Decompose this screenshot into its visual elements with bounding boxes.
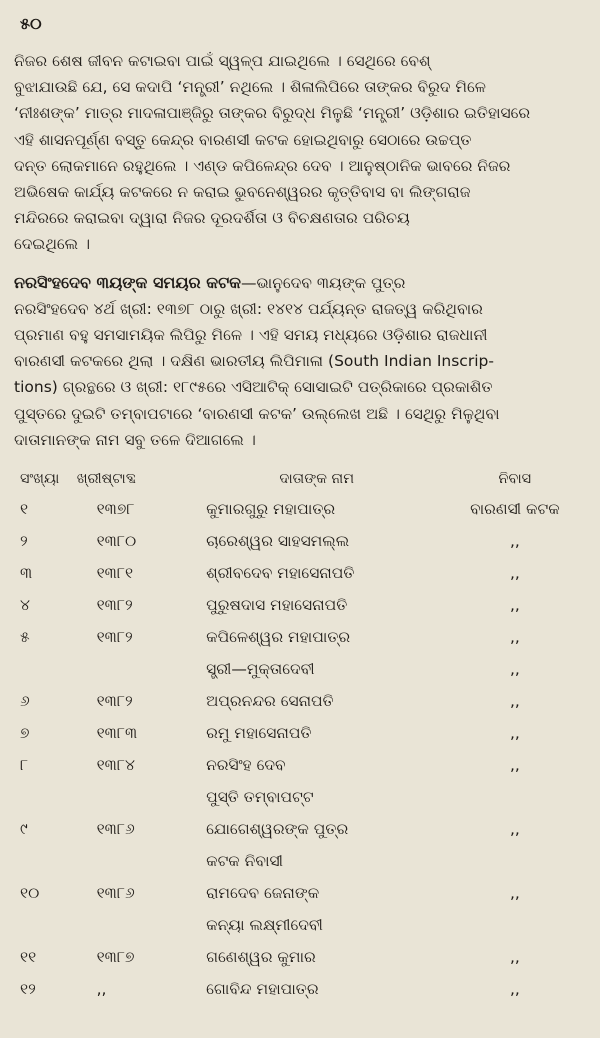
table-row xyxy=(14,685,586,717)
cell-donor-name: ଗୋବିନ୍ଦ ମହାପାତ୍ର xyxy=(206,979,319,998)
cell-serial: ୯ xyxy=(20,819,28,838)
table-row xyxy=(14,653,586,685)
cell-donor-name: ପୁସ୍ତି ତମ୍ବାପଟ୍ଟ xyxy=(206,787,314,806)
paragraph-line: ଦେଇଥିଲେ । xyxy=(14,235,91,254)
table-row xyxy=(14,877,586,909)
cell-serial: ୫ xyxy=(20,627,30,646)
cell-donor-name: ଶ୍ରୀବଦେବ ମହାସେନାପତି xyxy=(206,563,355,582)
paragraph-line: ବୁଝାଯାଉଛି ଯେ, ସେ କଦାପି ‘ମନ୍ତ୍ରୀ’ ନଥିଲେ । ଶିଳାଲିପିରେ ତାଙ୍କର ବିରୁଦ ମିଳେ xyxy=(14,78,486,97)
cell-donor-name: ଅପ୍ରନନ୍ଦର ସେନାପତି xyxy=(206,691,334,710)
section-line: —ଭାନୁଦେବ ୩ୟଙ୍କ ପୁତ୍ର xyxy=(240,273,406,292)
cell-year: ୧୩୮୭ xyxy=(96,947,135,966)
cell-donor-name: କଟକ ନିବାସୀ xyxy=(206,851,283,870)
page-number: ୫୦ xyxy=(20,14,42,33)
cell-year: ୧୩୮୬ xyxy=(96,819,135,838)
cell-donor-name: ପୁରୁଷଦାସ ମହାସେନାପତି xyxy=(206,595,348,614)
cell-serial: ୧୦ xyxy=(20,883,40,902)
cell-donor-name: କପିଳେଶ୍ୱର ମହାପାତ୍ର xyxy=(206,627,351,646)
table-row xyxy=(14,941,586,973)
table-row xyxy=(14,525,586,557)
cell-residence: ବାରଣସୀ କଟକ xyxy=(470,499,560,518)
cell-residence: ,, xyxy=(509,724,520,743)
cell-year: ୧୩୮୩ xyxy=(96,723,138,742)
cell-year: ୧୩୮୪ xyxy=(96,755,135,774)
table-row xyxy=(14,973,586,1005)
cell-donor-name: ରମୁ ମହାସେନାପତି xyxy=(206,723,312,742)
table-row xyxy=(14,813,586,845)
section-line: ନରସିଂହଦେବ ୪ର୍ଥ ଖ୍ରୀ: ୧୩୭୮ ଠାରୁ ଖ୍ରୀ: ୧୪୧୪ ପର୍ଯ୍ୟନ୍ତ ରାଜତ୍ୱ କରିଥିବାର xyxy=(14,299,483,318)
donor-table xyxy=(14,465,586,1005)
cell-residence: ,, xyxy=(509,980,520,999)
table-row xyxy=(14,845,586,877)
cell-serial: ୧୧ xyxy=(20,947,37,966)
table-header-row xyxy=(14,465,586,493)
cell-residence: ,, xyxy=(509,756,520,775)
cell-residence: ,, xyxy=(509,532,520,551)
cell-serial: ୧୨ xyxy=(20,979,36,998)
cell-residence: ,, xyxy=(509,564,520,583)
header-residence: ନିବାସ xyxy=(498,471,532,488)
table-row xyxy=(14,717,586,749)
cell-year: ୧୩୮୨ xyxy=(96,691,133,710)
section-heading: ନରସିଂହଦେବ ୩ୟଙ୍କ ସମୟର କଟକ xyxy=(14,272,241,292)
table-row xyxy=(14,621,586,653)
table-row xyxy=(14,493,586,525)
cell-serial: ୪ xyxy=(20,595,30,614)
cell-year: ,, xyxy=(96,980,107,999)
cell-year: ୧୩୭୮ xyxy=(96,499,135,518)
cell-residence: ,, xyxy=(509,820,520,839)
paragraph-line: ଏହି ଶାସନପୂର୍ଣ୍ଣ ବସ୍ତୁ କେନ୍ଦ୍ର ବାରଣସୀ କଟକ ହୋଇଥିବାରୁ ସେଠାରେ ଉଚ୍ଚପ୍ତ xyxy=(14,130,472,149)
paragraph-line: ମନ୍ଦିରରେ କରାଇବା ଦ୍ୱାରା ନିଜର ଦୂରଦର୍ଶିତା ଓ ବିଚକ୍ଷଣତାର ପରିଚୟ xyxy=(14,209,410,228)
paragraph-line: ଅଭିଷେକ କାର୍ଯ୍ୟ କଟକରେ ନ କରାଇ ଭୁବନେଶ୍ୱରର କୃତ୍ତିବାସ ବା ଲିଙ୍ଗରାଜ xyxy=(14,183,471,202)
cell-residence: ,, xyxy=(509,948,520,967)
cell-donor-name: ସ୍ତ୍ରୀ—ମୁକ୍ତାଦେବୀ xyxy=(206,659,315,678)
cell-donor-name: କନ୍ୟା ଲକ୍ଷ୍ମୀଦେବୀ xyxy=(206,915,323,934)
cell-donor-name: ଯୋଗେଶ୍ୱରଙ୍କ ପୁତ୍ର xyxy=(206,819,349,838)
cell-year: ୧୩୮୧ xyxy=(96,563,134,582)
section-line: ଦାତାମାନଙ୍କ ନାମ ସବୁ ତଳେ ଦିଆଗଲେ । xyxy=(14,430,256,449)
cell-serial: ୨ xyxy=(20,531,28,550)
table-row xyxy=(14,749,586,781)
cell-year: ୧୩୮୬ xyxy=(96,883,135,902)
paragraph-line: ‘ନୀଃଶଙ୍କ’ ମାତ୍ର ମାଦଳାପାଞ୍ଜିରୁ ତାଙ୍କର ବିରୁଦ୍ଧ ମିଳୁଛି ‘ମନ୍ତ୍ରୀ’ ଓଡ଼ିଶାର ଇତିହାସରେ xyxy=(14,104,531,123)
cell-serial: ୭ xyxy=(20,723,30,742)
cell-residence: ,, xyxy=(509,660,520,679)
section-line: tions) ଗ୍ରନ୍ଥରେ ଓ ଖ୍ରୀ: ୧୮୯୫ରେ ଏସିଆଟିକ୍ ସୋସାଇଟି ପତ୍ରିକାରେ ପ୍ରକାଶିତ xyxy=(14,378,493,397)
cell-year: ୧୩୮୦ xyxy=(96,531,137,550)
cell-donor-name: ଚାରେଶ୍ୱର ସାହସମଲ୍ଲ xyxy=(206,531,350,550)
cell-serial: ୬ xyxy=(20,691,30,710)
cell-donor-name: ରାମଦେବ ଜେନାଙ୍କ xyxy=(206,883,320,902)
opening-paragraph xyxy=(14,48,586,258)
section-line: ପୁସ୍ତରେ ଦୁଇଟି ତମ୍ବାପଟାରେ ‘ବାରଣସୀ କଟକ’ ଉଲ୍ଲେଖ ଅଛି । ସେଥିରୁ ମିଳୁଥିବା xyxy=(14,404,500,423)
table-row xyxy=(14,909,586,941)
header-year: ଖ୍ରୀଷ୍ଟାବ୍ଦ xyxy=(76,471,137,488)
cell-donor-name: ନରସିଂହ ଦେବ xyxy=(206,755,286,774)
table-row xyxy=(14,557,586,589)
table-row xyxy=(14,589,586,621)
section-line: ପ୍ରମାଣ ବହୁ ସମସାମୟିକ ଲିପିରୁ ମିଳେ । ଏହି ସମୟ ମଧ୍ୟରେ ଓଡ଼ିଶାର ରାଜଧାନୀ xyxy=(14,326,488,345)
cell-donor-name: କୁମାରଗୁରୁ ମହାପାତ୍ର xyxy=(206,499,336,518)
cell-residence: ,, xyxy=(509,628,520,647)
cell-year: ୧୩୮୨ xyxy=(96,627,133,646)
cell-residence: ,, xyxy=(509,596,520,615)
paragraph-line: ନିଜର ଶେଷ ଜୀବନ କଟାଇବା ପାଇଁ ସ୍ୱଳ୍ପ ଯାଇଥିଲେ । ସେଥିରେ ବେଶ୍ xyxy=(14,52,431,70)
header-serial: ସଂଖ୍ୟା xyxy=(20,471,60,488)
section-line: ବାରଣସୀ କଟକରେ ଥିଲା । ଦକ୍ଷିଣ ଭାରତୀୟ ଲିପିମାଳା (South Indian Inscrip- xyxy=(14,352,494,371)
cell-serial: ୮ xyxy=(20,755,29,774)
cell-residence: ,, xyxy=(509,692,520,711)
cell-serial: ୩ xyxy=(20,563,33,582)
table-body xyxy=(14,493,586,1005)
cell-donor-name: ଗଣେଶ୍ୱର କୁମାର xyxy=(206,947,316,966)
table-row xyxy=(14,781,586,813)
section-narasimhadeva xyxy=(14,270,586,453)
cell-year: ୧୩୮୨ xyxy=(96,595,133,614)
paragraph-line: ଦନ୍ତ ଲୋକମାନେ ରହୁଥିଲେ । ଏଣ୍ଡ କପିଳେନ୍ଦ୍ର ଦେବ । ଆନୁଷ୍ଠାନିକ ଭାବରେ ନିଜର xyxy=(14,156,511,175)
cell-residence: ,, xyxy=(509,884,520,903)
header-donor-name: ଦାତାଙ୍କ ନାମ xyxy=(279,471,355,488)
cell-serial: ୧ xyxy=(20,499,29,518)
